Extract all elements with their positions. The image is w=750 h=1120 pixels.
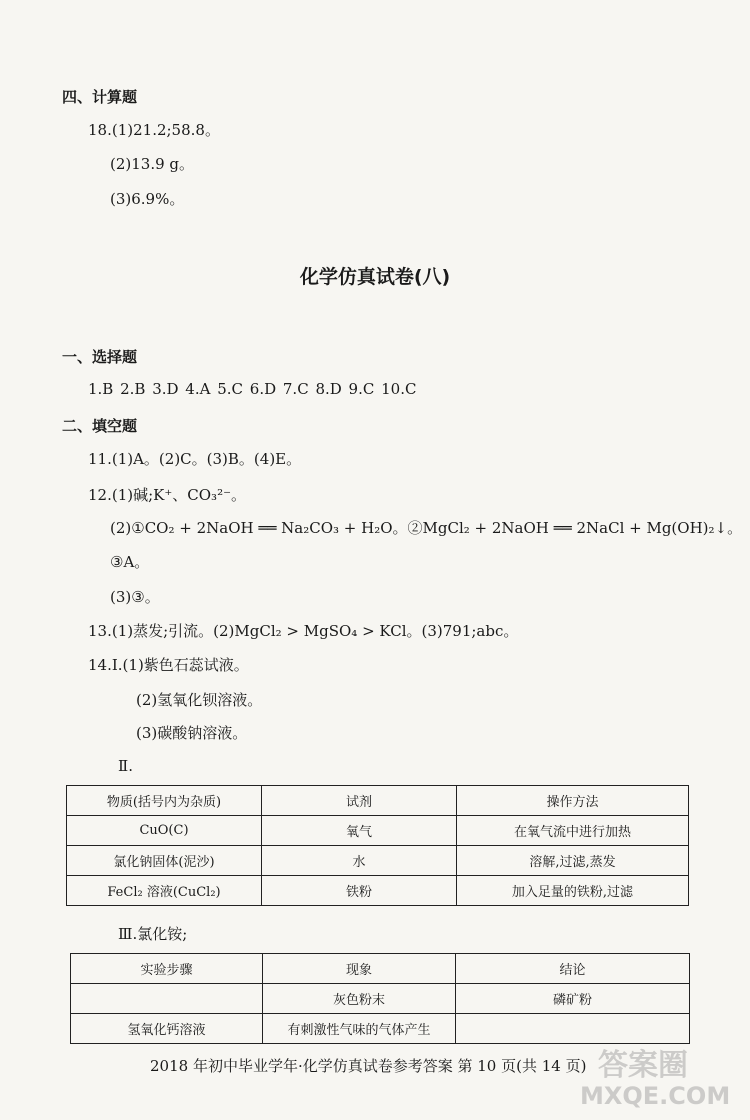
watermark-logo-text: 答案圈	[598, 1048, 688, 1083]
watermark-site: MXQE.COM	[580, 1082, 731, 1110]
q11-answer: 11.(1)A。(2)C。(3)B。(4)E。	[88, 450, 302, 468]
section-2-heading: 二、填空题	[62, 417, 138, 435]
q14-part-ii-label: Ⅱ.	[118, 757, 133, 775]
table-cell: 加入足量的铁粉,过滤	[457, 876, 689, 906]
q12-part3: (3)③。	[110, 588, 160, 606]
q12-part1: 12.(1)碱;K⁺、CO₃²⁻。	[88, 486, 246, 504]
q18-part3: (3)6.9%。	[110, 190, 185, 208]
q18-part2: (2)13.9 g。	[110, 155, 195, 173]
table-header-cell: 实验步骤	[71, 954, 263, 984]
table-cell: 有刺激性气味的气体产生	[263, 1014, 456, 1044]
experiment-table	[70, 953, 690, 1044]
table-cell: 铁粉	[262, 876, 457, 906]
table-cell: 氧气	[262, 816, 457, 846]
q12-part2-continued: ③A。	[110, 553, 150, 571]
q14-part-iii-label: Ⅲ.氯化铵;	[118, 925, 188, 943]
table-cell: 水	[262, 846, 457, 876]
table-cell: 氢氧化钙溶液	[71, 1014, 263, 1044]
table-header-cell: 结论	[456, 954, 690, 984]
table-row	[67, 846, 689, 876]
table-cell: FeCl₂ 溶液(CuCl₂)	[67, 876, 262, 906]
table-row	[71, 984, 690, 1014]
table-header-row	[71, 954, 690, 984]
table-cell	[71, 984, 263, 1014]
q12-part2: (2)①CO₂ + 2NaOH ══ Na₂CO₃ + H₂O。②MgCl₂ + 2NaOH ══ 2NaCl + Mg(OH)₂↓。	[110, 519, 743, 537]
table-header-cell: 物质(括号内为杂质)	[67, 786, 262, 816]
multiple-choice-answers: 1.B 2.B 3.D 4.A 5.C 6.D 7.C 8.D 9.C 10.C	[88, 380, 417, 398]
q14-part2: (2)氢氧化钡溶液。	[136, 691, 263, 709]
table-row	[67, 876, 689, 906]
q14-part1: 14.Ⅰ.(1)紫色石蕊试液。	[88, 656, 249, 674]
paper-title: 化学仿真试卷(八)	[299, 266, 451, 288]
table-cell: CuO(C)	[67, 816, 262, 846]
table-cell: 磷矿粉	[456, 984, 690, 1014]
table-header-cell: 试剂	[262, 786, 457, 816]
page-footer: 2018 年初中毕业学年·化学仿真试卷参考答案 第 10 页(共 14 页)	[150, 1057, 587, 1075]
table-row	[71, 1014, 690, 1044]
q14-part3: (3)碳酸钠溶液。	[136, 724, 248, 742]
purification-table	[66, 785, 689, 906]
table-cell: 在氧气流中进行加热	[457, 816, 689, 846]
table-header-cell: 现象	[263, 954, 456, 984]
table-row	[67, 816, 689, 846]
table-cell: 溶解,过滤,蒸发	[457, 846, 689, 876]
section-1-heading: 一、选择题	[62, 348, 138, 366]
table-header-cell: 操作方法	[457, 786, 689, 816]
table-cell: 氯化钠固体(泥沙)	[67, 846, 262, 876]
q18-part1: 18.(1)21.2;58.8。	[88, 121, 220, 139]
table-cell	[456, 1014, 690, 1044]
q13-answer: 13.(1)蒸发;引流。(2)MgCl₂ > MgSO₄ > KCl。(3)791;abc。	[88, 622, 519, 640]
section-4-heading: 四、计算题	[62, 88, 138, 106]
table-cell: 灰色粉末	[263, 984, 456, 1014]
table-header-row	[67, 786, 689, 816]
